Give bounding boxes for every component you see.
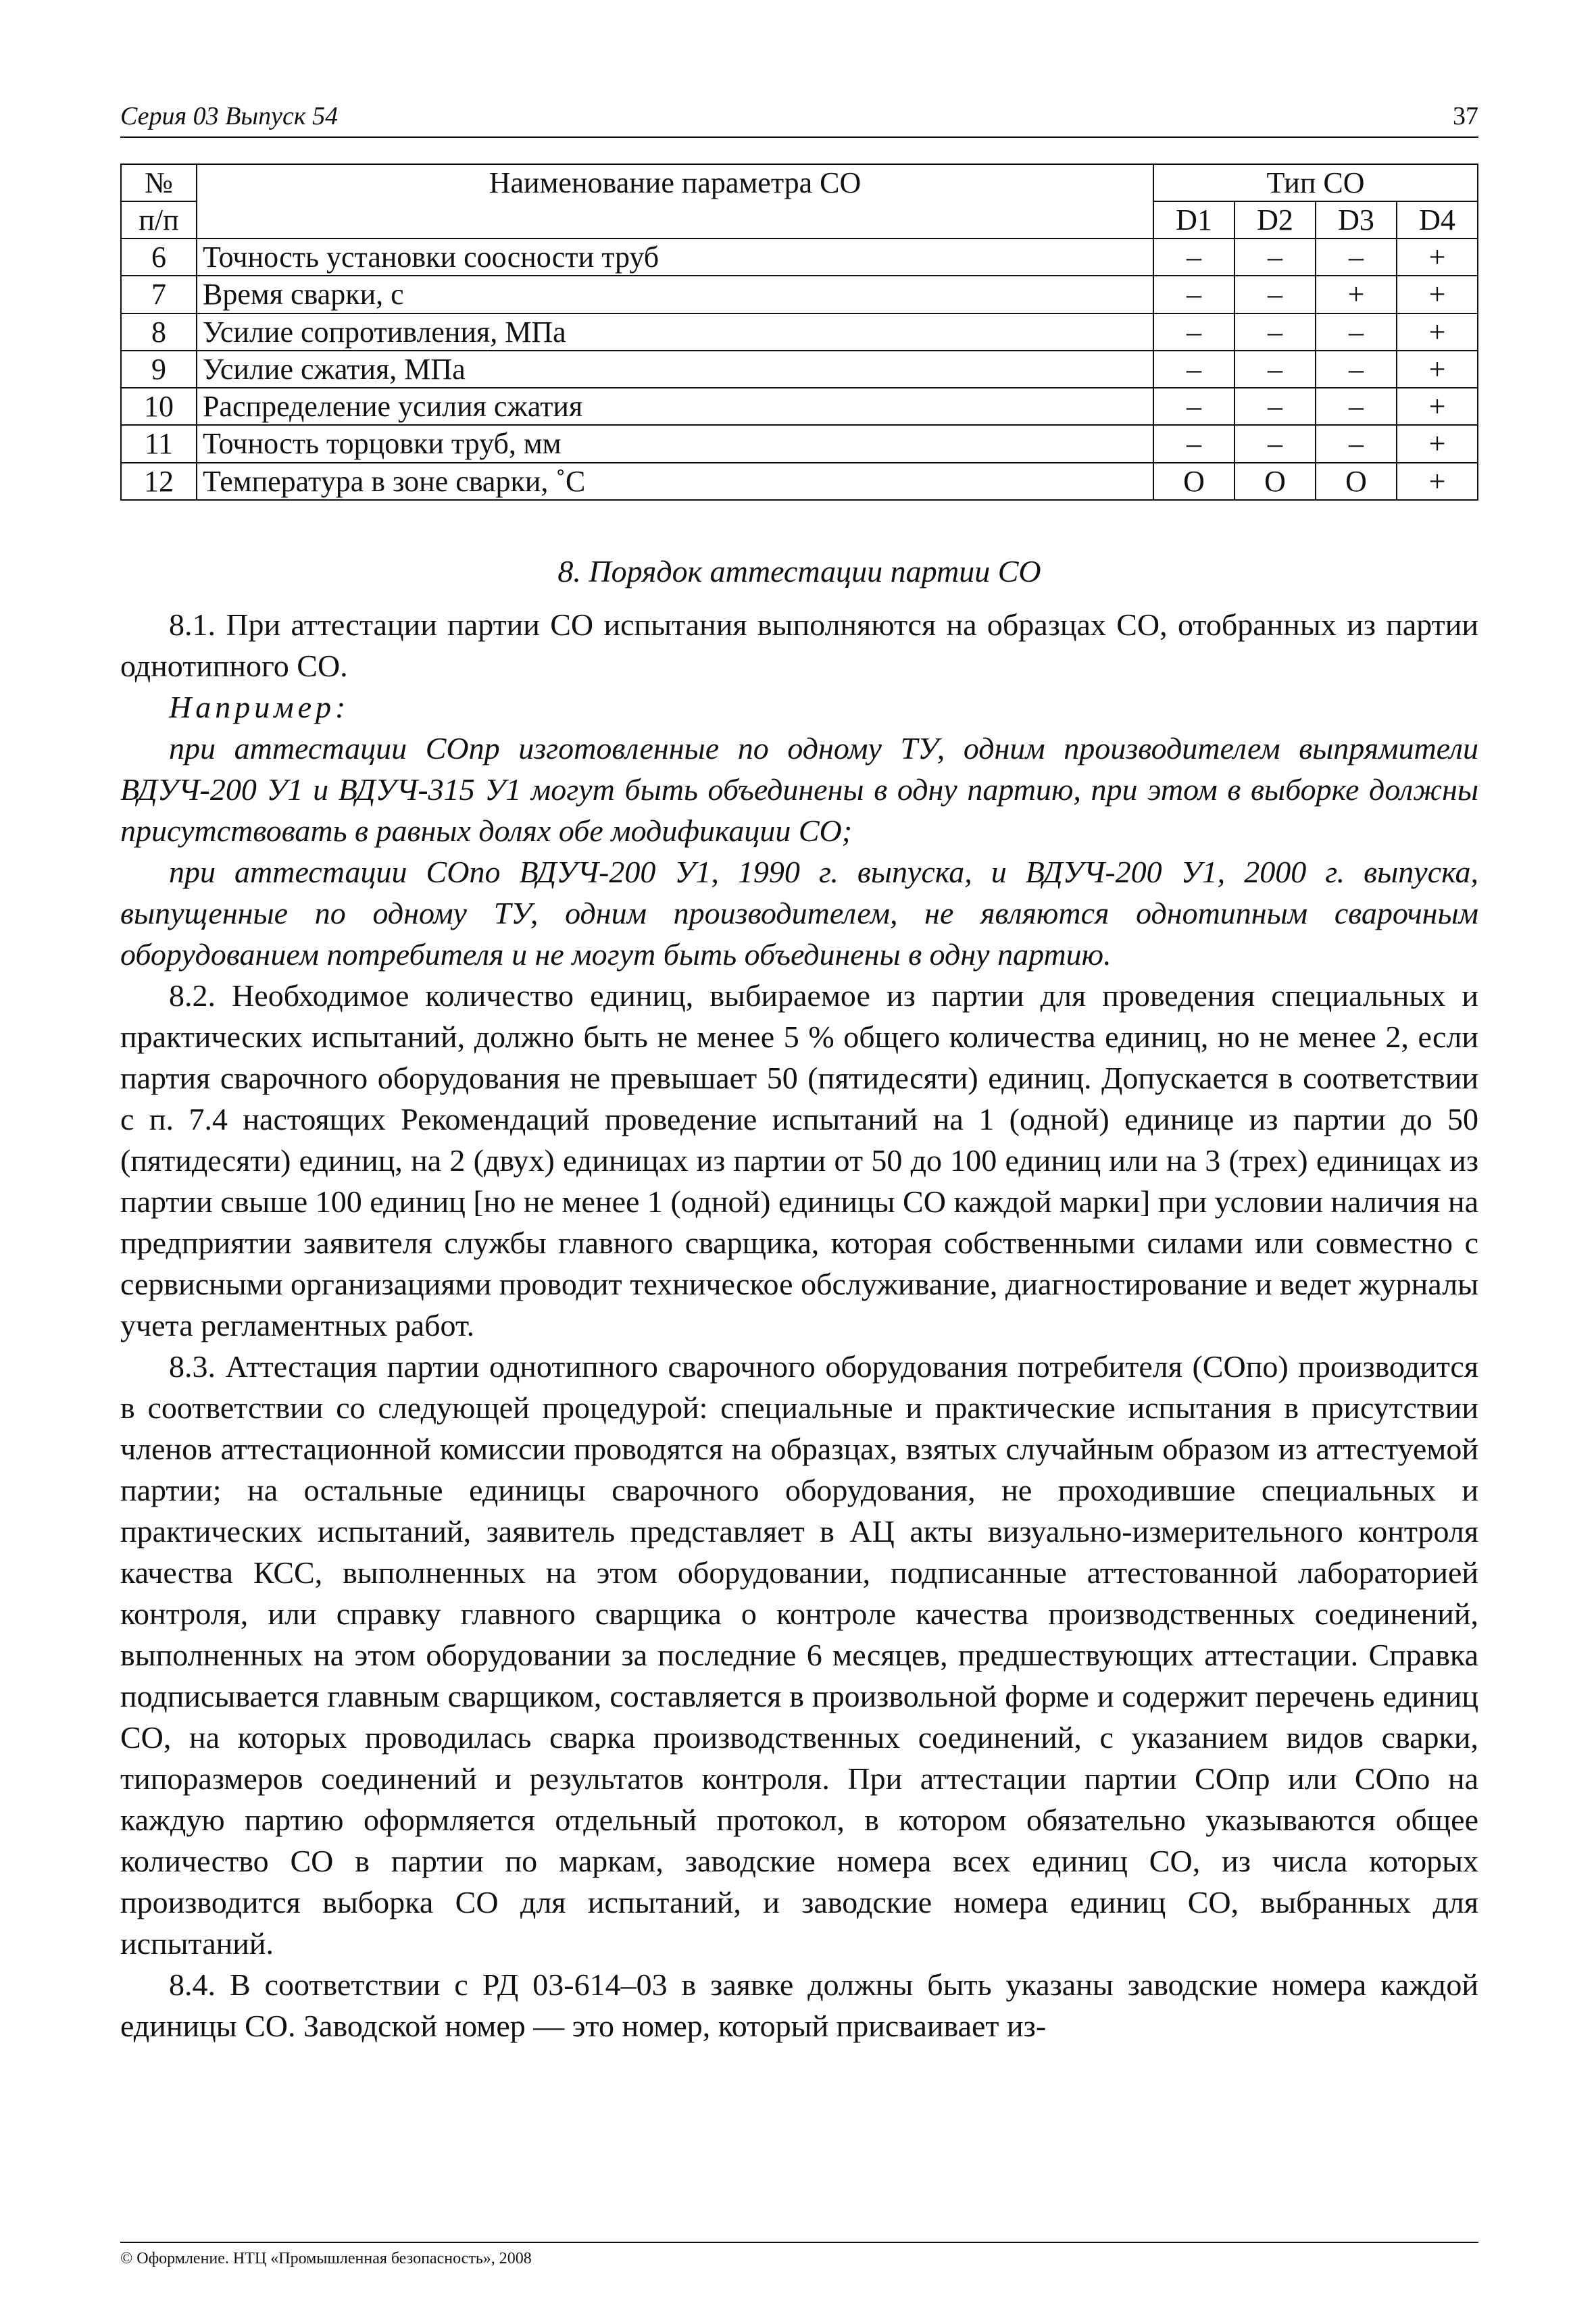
row-d3-value: – bbox=[1316, 388, 1397, 425]
table-row bbox=[121, 425, 1478, 462]
row-d3-value: О bbox=[1316, 463, 1397, 500]
row-d1-value: – bbox=[1153, 351, 1235, 388]
row-d4-value: + bbox=[1397, 388, 1478, 425]
row-d4-value: + bbox=[1397, 313, 1478, 351]
row-d2-value: – bbox=[1235, 238, 1316, 276]
running-header bbox=[120, 101, 1478, 138]
row-d1-value: – bbox=[1153, 313, 1235, 351]
example-paragraph-1: при аттестации СОпр изготовленные по одному ТУ, одним производителем выпрямители ВДУЧ-200 У1 и ВДУЧ-315 У1 могут быть объединены в одну партию, при этом в выборке должны присутствовать в равных долях обе модификации СО; bbox=[120, 730, 1478, 848]
section-title: 8. Порядок аттестации партии СО bbox=[557, 553, 1041, 588]
row-parameter-name: Распределение усилия сжатия bbox=[197, 388, 1153, 425]
table-row bbox=[121, 238, 1478, 276]
page-footer bbox=[120, 2242, 1478, 2268]
paragraph-8-2: 8.2. Необходимое количество единиц, выбираемое из партии для проведения специальных и практических испытаний, должно быть не менее 5 % общего количества единиц, но не менее 2, если партия сварочного оборудования не превышает 50 (пятидесяти) единиц. Допускается в соответствии с п. 7.4 настоящих Рекомендаций проведение испытаний на 1 (одной) единице из партии до 50 (пятидесяти) единиц, на 2 (двух) единицах из партии от 50 до 100 единиц или на 3 (трех) единицах из партии свыше 100 единиц [но не менее 1 (одной) единицы СО каждой марки] при условии наличия на предприятии заявителя службы главного сварщика, которая собственными силами или совместно с сервисными организациями проводит техническое обслуживание, диагностирование и ведет журналы учета регламентных работ. bbox=[120, 978, 1478, 1342]
row-d4-value: + bbox=[1397, 276, 1478, 313]
row-d1-value: О bbox=[1153, 463, 1235, 500]
copyright-text: © Оформление. НТЦ «Промышленная безопасность», 2008 bbox=[120, 2250, 532, 2267]
row-d3-value: – bbox=[1316, 313, 1397, 351]
row-parameter-name: Усилие сжатия, МПа bbox=[197, 351, 1153, 388]
row-parameter-name: Усилие сопротивления, МПа bbox=[197, 313, 1153, 351]
col-d2-header: D2 bbox=[1235, 201, 1316, 238]
row-number: 9 bbox=[121, 351, 197, 388]
col-name-header: Наименование параметра СО bbox=[197, 164, 1153, 239]
paragraph-8-4: 8.4. В соответствии с РД 03-614–03 в заявке должны быть указаны заводские номера каждой единицы СО. Заводской номер — это номер, который присваивает из- bbox=[120, 1967, 1478, 2043]
col-number-subheader: п/п bbox=[121, 201, 197, 238]
paragraph-8-1: 8.1. При аттестации партии СО испытания выполняются на образцах СО, отобранных из партии однотипного СО. bbox=[120, 607, 1478, 683]
table-row bbox=[121, 351, 1478, 388]
row-d4-value: + bbox=[1397, 425, 1478, 462]
example-label: Например: bbox=[169, 689, 350, 724]
row-d1-value: – bbox=[1153, 238, 1235, 276]
col-d3-header: D3 bbox=[1316, 201, 1397, 238]
col-type-group-header: Тип СО bbox=[1153, 164, 1478, 201]
row-d2-value: – bbox=[1235, 276, 1316, 313]
paragraph-8-3: 8.3. Аттестация партии однотипного сварочного оборудования потребителя (СОпо) производится в соответствии со следующей процедурой: специальные и практические испытания в присутствии членов аттестационной комиссии проводятся на образцах, взятых случайным образом из аттестуемой партии; на остальные единицы сварочного оборудования, не проходившие специальных и практических испытаний, заявитель представляет в АЦ акты визуально-измерительного контроля качества КСС, выполненных на этом оборудовании, подписанные аттестованной лабораторией контроля, или справку главного сварщика о контроле качества производственных соединений, выполненных на этом оборудовании за последние 6 месяцев, предшествующих аттестации. Справка подписывается главным сварщиком, составляется в произвольной форме и содержит перечень единиц СО, на которых проводилась сварка производственных соединений, с указанием видов сварки, типоразмеров соединений и результатов контроля. При аттестации партии СОпр или СОпо на каждую партию оформляется отдельный протокол, в котором обязательно указываются общее количество СО в партии по маркам, заводские номера всех единиц СО, из числа которых производится выборка СО для испытаний, и заводские номера единиц СО, выбранных для испытаний. bbox=[120, 1349, 1478, 1961]
row-d4-value: + bbox=[1397, 238, 1478, 276]
row-parameter-name: Точность установки соосности труб bbox=[197, 238, 1153, 276]
col-d1-header: D1 bbox=[1153, 201, 1235, 238]
row-d4-value: + bbox=[1397, 463, 1478, 500]
row-parameter-name: Температура в зоне сварки, ˚С bbox=[197, 463, 1153, 500]
row-d1-value: – bbox=[1153, 388, 1235, 425]
table-row bbox=[121, 463, 1478, 500]
row-d2-value: – bbox=[1235, 388, 1316, 425]
row-d2-value: – bbox=[1235, 313, 1316, 351]
row-number: 10 bbox=[121, 388, 197, 425]
row-d3-value: – bbox=[1316, 351, 1397, 388]
table-row bbox=[121, 313, 1478, 351]
table-row bbox=[121, 388, 1478, 425]
row-d2-value: О bbox=[1235, 463, 1316, 500]
row-d2-value: – bbox=[1235, 425, 1316, 462]
parameters-table bbox=[120, 164, 1478, 501]
row-d3-value: – bbox=[1316, 238, 1397, 276]
row-d2-value: – bbox=[1235, 351, 1316, 388]
row-d4-value: + bbox=[1397, 351, 1478, 388]
row-d3-value: + bbox=[1316, 276, 1397, 313]
row-parameter-name: Точность торцовки труб, мм bbox=[197, 425, 1153, 462]
series-title: Серия 03 Выпуск 54 bbox=[120, 102, 339, 130]
page-number: 37 bbox=[1453, 102, 1478, 130]
row-number: 8 bbox=[121, 313, 197, 351]
table-header-row bbox=[121, 164, 1478, 201]
table-row bbox=[121, 276, 1478, 313]
col-number-header: № bbox=[121, 164, 197, 201]
page bbox=[120, 101, 1478, 2046]
col-d4-header: D4 bbox=[1397, 201, 1478, 238]
row-parameter-name: Время сварки, с bbox=[197, 276, 1153, 313]
example-paragraph-2: при аттестации СОпо ВДУЧ-200 У1, 1990 г. выпуска, и ВДУЧ-200 У1, 2000 г. выпуска, выпущенные по одному ТУ, одним производителем, не являются однотипным сварочным оборудованием потребителя и не могут быть объединены в одну партию. bbox=[120, 854, 1478, 972]
row-d3-value: – bbox=[1316, 425, 1397, 462]
row-d1-value: – bbox=[1153, 276, 1235, 313]
row-d1-value: – bbox=[1153, 425, 1235, 462]
row-number: 6 bbox=[121, 238, 197, 276]
section-body bbox=[120, 604, 1478, 2046]
row-number: 12 bbox=[121, 463, 197, 500]
row-number: 11 bbox=[121, 425, 197, 462]
row-number: 7 bbox=[121, 276, 197, 313]
